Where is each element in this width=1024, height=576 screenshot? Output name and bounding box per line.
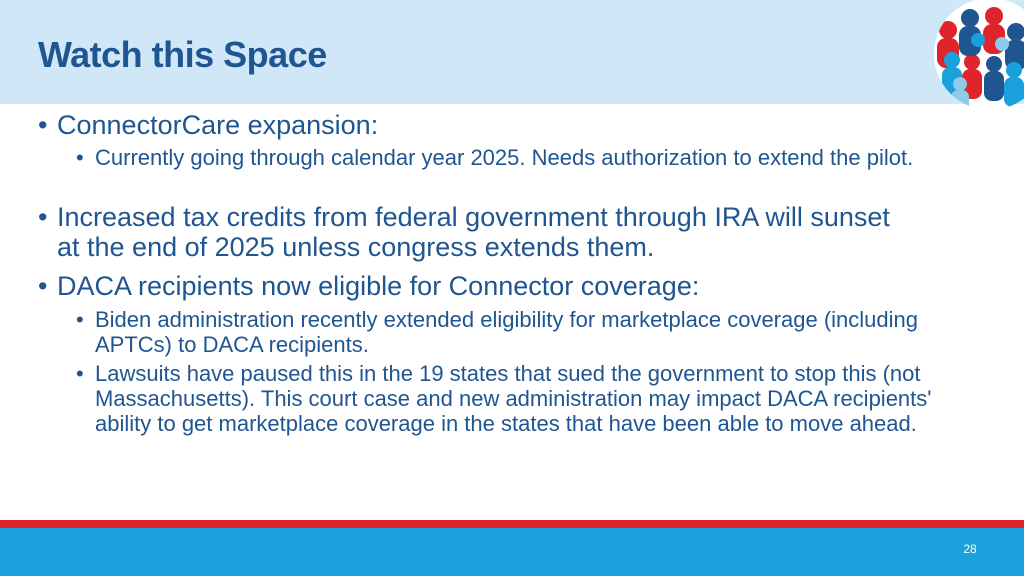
bullet-text: Increased tax credits from federal government through IRA will sunset at the end of 2025 unless congress extends them.	[57, 202, 890, 262]
bullet-dot: •	[38, 110, 48, 140]
crowd-logo-icon	[932, 0, 1024, 112]
page-number: 28	[963, 542, 977, 556]
sub-bullet-text: Currently going through calendar year 2025. Needs authorization to extend the pilot.	[95, 145, 914, 170]
bullet-dot: •	[76, 307, 84, 332]
sub-bullet-item	[76, 145, 956, 170]
bullet-dot: •	[38, 271, 48, 301]
bullet-item	[38, 202, 898, 262]
bullet-text: ConnectorCare expansion:	[57, 110, 379, 140]
bullet-item	[38, 271, 938, 301]
bullet-text: DACA recipients now eligible for Connector coverage:	[57, 271, 700, 301]
footer-band	[0, 528, 1024, 576]
sub-bullet-item	[76, 307, 956, 357]
sub-bullet-text: Lawsuits have paused this in the 19 states that sued the government to stop this (not Massachusetts). This court case and new administration may impact DACA recipients' ability to get marketplace coverage in the states that have been able to move ahead.	[95, 361, 932, 436]
sub-bullet-item	[76, 361, 986, 436]
slide-title: Watch this Space	[38, 34, 327, 75]
bullet-dot: •	[76, 145, 84, 170]
sub-bullet-text: Biden administration recently extended eligibility for marketplace coverage (including APTCs) to DACA recipients.	[95, 307, 918, 357]
red-stripe	[0, 520, 1024, 528]
bullet-dot: •	[76, 361, 84, 386]
bullet-item	[38, 110, 938, 140]
bullet-dot: •	[38, 202, 48, 232]
